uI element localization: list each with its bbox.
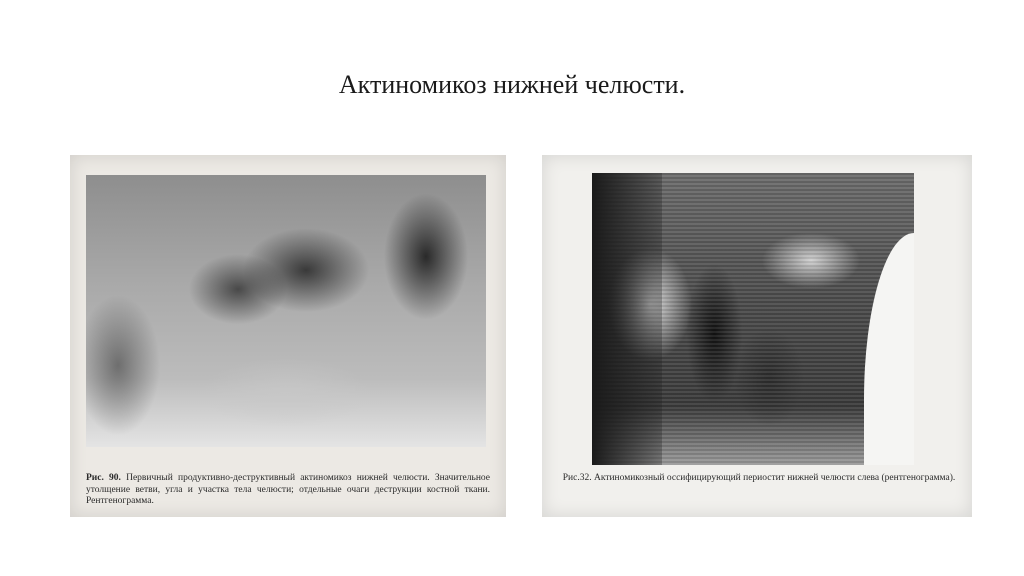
figure-right-label: Рис.32. (562, 473, 592, 483)
xray-image-left (86, 175, 486, 447)
figure-right-caption-text: Актиномикозный оссифицирующий периостит нижней челюсти слева (рентгенограмма). (593, 473, 956, 483)
figure-right-scan (542, 155, 972, 517)
figure-left-caption (86, 473, 490, 508)
xray-image-right (592, 173, 914, 465)
slide-title: Актиномикоз нижней челюсти. (338, 70, 686, 99)
figure-right-caption (554, 473, 964, 485)
figure-left-caption-text: Первичный продуктивно-деструктивный актиномикоз нижней челюсти. Значительное утолщение ветви, угла и участка тела челюсти; отдельные очаги деструкции костной ткани. Рентгенограмма. (86, 473, 490, 506)
figure-left-scan (70, 155, 506, 517)
figure-left-label: Рис. 90. (86, 473, 121, 483)
